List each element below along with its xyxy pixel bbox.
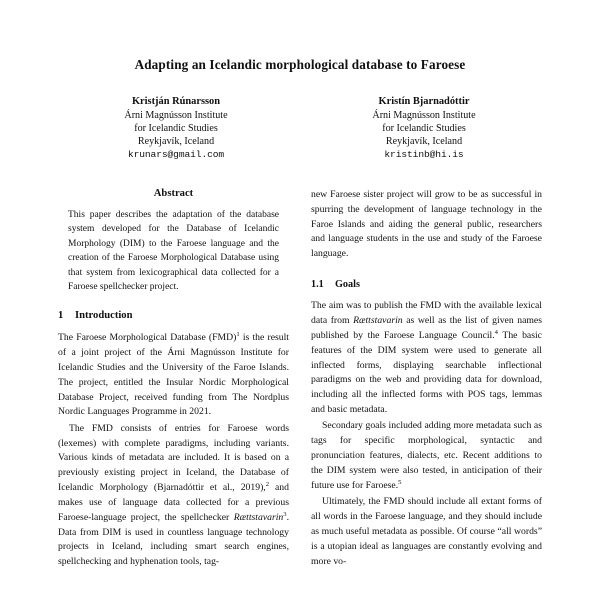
author-email[interactable]: krunars@gmail.com: [127, 149, 225, 161]
right-column: [311, 188, 542, 570]
left-column: [58, 188, 289, 570]
paragraph-goals-3: Ultimately, the FMD should include all extant forms of all words in the Faroese language, and they should include as much useful metadata as possible. Of course “all words” is a utopian ideal as languages are constantly evolving and more vo-: [311, 496, 542, 567]
section-heading-introduction: [58, 310, 289, 323]
subsection-number: 1.1: [311, 279, 324, 291]
page-title: Adapting an Icelandic morphological database to Faroese: [134, 57, 466, 72]
author-affiliation-line2: for Icelandic Studies: [382, 123, 466, 135]
footnote-marker-4[interactable]: 4: [494, 328, 498, 336]
paragraph-text: The FMD consists of entries for Faroese words (lexemes) with complete paradigms, including variants. Various kinds of metadata are included. It is based on a previously existing project in Iceland, the Database of Icelandic Morphology (Bjarnadóttir et al., 2019),: [58, 422, 289, 494]
section-title: Introduction: [75, 310, 133, 322]
paragraph-goals-2: [311, 419, 542, 493]
abstract-heading: Abstract: [153, 187, 194, 199]
author-block-1: [52, 95, 300, 162]
paragraph-text: The aim was to publish the FMD with the available lexical data from: [311, 300, 542, 327]
author-location: Reykjavík, Iceland: [137, 136, 215, 148]
author-location: Reykjavík, Iceland: [385, 136, 463, 148]
italic-term-raettstavarin: Rættstavarin: [233, 511, 284, 523]
author-list: [0, 95, 600, 162]
paragraph-text: . Data from DIM is used in countless language technology projects in Iceland, including smart search engines, spellchecking and hyphenation tools, tag-: [58, 511, 289, 568]
footnote-marker-2[interactable]: 2: [265, 480, 270, 488]
paragraph-intro-2: [58, 422, 289, 570]
paragraph-goals-1: [311, 299, 542, 418]
paragraph-text: as well as the list of given names published by the Faroese Language Council.: [311, 315, 543, 341]
abstract-text: This paper describes the adaptation of the database system developed for the Database of Icelandic Morphology (DIM) to the Faroese language and the creation of the Faroese Morphological Database using that system from lexicographical data collected for a Faroese spellchecker project.: [68, 209, 279, 292]
footnote-marker-1[interactable]: 1: [236, 330, 240, 338]
footnote-marker-3[interactable]: 3: [283, 510, 287, 518]
author-affiliation-line1: Árni Magnússon Institute: [372, 110, 476, 122]
paragraph-text: and makes use of language data collected for a previous Faroese-language project, the spellchecker: [58, 482, 289, 523]
author-affiliation-line1: Árni Magnússon Institute: [124, 110, 228, 122]
author-name: Kristján Rúnarsson: [131, 95, 221, 107]
paragraph-intro-1: [58, 331, 289, 420]
paragraph-text: is the result of a joint project of the Árni Magnússon Institute for Icelandic Studies and the University of the Faroe Islands. The project, entitled the Insular Nordic Morphological Database Project, received funding from The Nordplus Nordic Languages Programme in 2021.: [58, 332, 289, 418]
paragraph-intro-continued: new Faroese sister project will grow to be as successful in spurring the development of language technology in the Faroe Islands and aiding the general public, researchers and language students in the use and study of the Faroese language.: [311, 188, 542, 260]
italic-term-raettstavarin: Rættstavarin: [353, 315, 403, 327]
subsection-title: Goals: [335, 279, 360, 291]
footnote-marker-5[interactable]: 5: [398, 478, 402, 486]
author-affiliation-line2: for Icelandic Studies: [134, 123, 218, 135]
author-name: Kristín Bjarnadóttir: [378, 95, 470, 107]
author-email[interactable]: kristinb@hi.is: [384, 149, 464, 161]
author-block-2: [300, 95, 548, 162]
section-number: 1: [58, 310, 64, 322]
section-heading-goals: [311, 279, 542, 291]
paragraph-text: The basic features of the DIM system were used to generate all inflected forms, displaying searchable inflectional paradigms on the web and providing data for download, including all the inflected forms with POS tags, lemmas and basic metadata.: [311, 329, 542, 416]
paragraph-text: The Faroese Morphological Database (FMD): [58, 332, 237, 344]
two-column-body: [0, 188, 600, 570]
paragraph-text: Secondary goals included adding more metadata such as tags for specific morphological, syntactic and pronunciation features, dialects, etc. Recent additions to the DIM system were also tested, in anticipation of their future use for Faroese.: [311, 420, 542, 491]
